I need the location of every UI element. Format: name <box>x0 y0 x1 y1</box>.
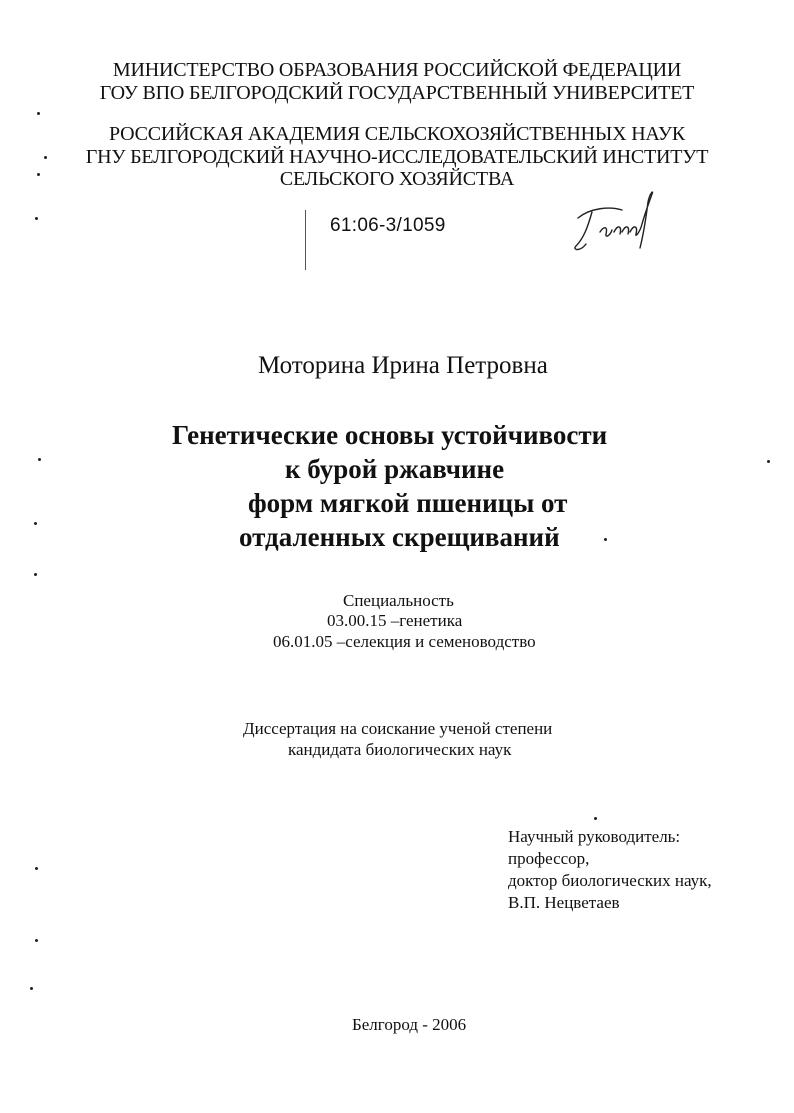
title-line-2: к бурой ржавчине <box>285 454 505 484</box>
specialty-label: Специальность <box>343 591 454 610</box>
scan-speck <box>35 217 38 220</box>
scan-speck <box>34 522 37 525</box>
supervisor-title: профессор, <box>508 849 590 868</box>
supervisor-name: В.П. Нецветаев <box>508 893 620 912</box>
dissertation-line-1: Диссертация на соискание ученой степени <box>243 719 553 738</box>
scan-speck <box>38 458 41 461</box>
scan-speck <box>37 112 40 115</box>
institute-line-2: СЕЛЬСКОГО ХОЗЯЙСТВА <box>279 168 515 190</box>
scan-speck <box>44 156 47 159</box>
scan-speck <box>34 573 37 576</box>
institute-line-1: ГНУ БЕЛГОРОДСКИЙ НАУЧНО-ИССЛЕДОВАТЕЛЬСКИЙ ИНСТИТУТ <box>85 146 709 168</box>
scan-speck <box>604 538 607 541</box>
scan-speck <box>35 939 38 942</box>
city-year: Белгород - 2006 <box>352 1015 467 1034</box>
catalog-code: 61:06-3/1059 <box>330 215 446 236</box>
ministry-line: МИНИСТЕРСТВО ОБРАЗОВАНИЯ РОССИЙСКОЙ ФЕДЕРАЦИИ <box>112 59 682 81</box>
scan-speck <box>37 173 40 176</box>
dissertation-line-2: кандидата биологических наук <box>288 740 512 759</box>
scan-speck <box>767 460 770 463</box>
supervisor-role: Научный руководитель: <box>508 827 681 846</box>
specialty-code-2: 06.01.05 –селекция и семеноводство <box>273 632 536 651</box>
supervisor-degree: доктор биологических наук, <box>508 871 712 890</box>
supervisor-block <box>508 826 712 914</box>
university-line: ГОУ ВПО БЕЛГОРОДСКИЙ ГОСУДАРСТВЕННЫЙ УНИВЕРСИТЕТ <box>99 82 695 104</box>
title-line-3: форм мягкой пшеницы от <box>248 488 568 518</box>
stamp-divider <box>305 210 306 270</box>
academy-line: РОССИЙСКАЯ АКАДЕМИЯ СЕЛЬСКОХОЗЯЙСТВЕННЫХ НАУК <box>108 123 686 145</box>
title-line-1: Генетические основы устойчивости <box>172 420 608 450</box>
scan-speck <box>35 867 38 870</box>
scan-speck <box>30 987 33 990</box>
handwritten-signature <box>570 188 660 258</box>
specialty-code-1: 03.00.15 –генетика <box>327 611 463 630</box>
scan-speck <box>594 817 597 820</box>
author-name: Моторина Ирина Петровна <box>258 352 548 379</box>
title-line-4: отдаленных скрещиваний <box>239 522 560 552</box>
